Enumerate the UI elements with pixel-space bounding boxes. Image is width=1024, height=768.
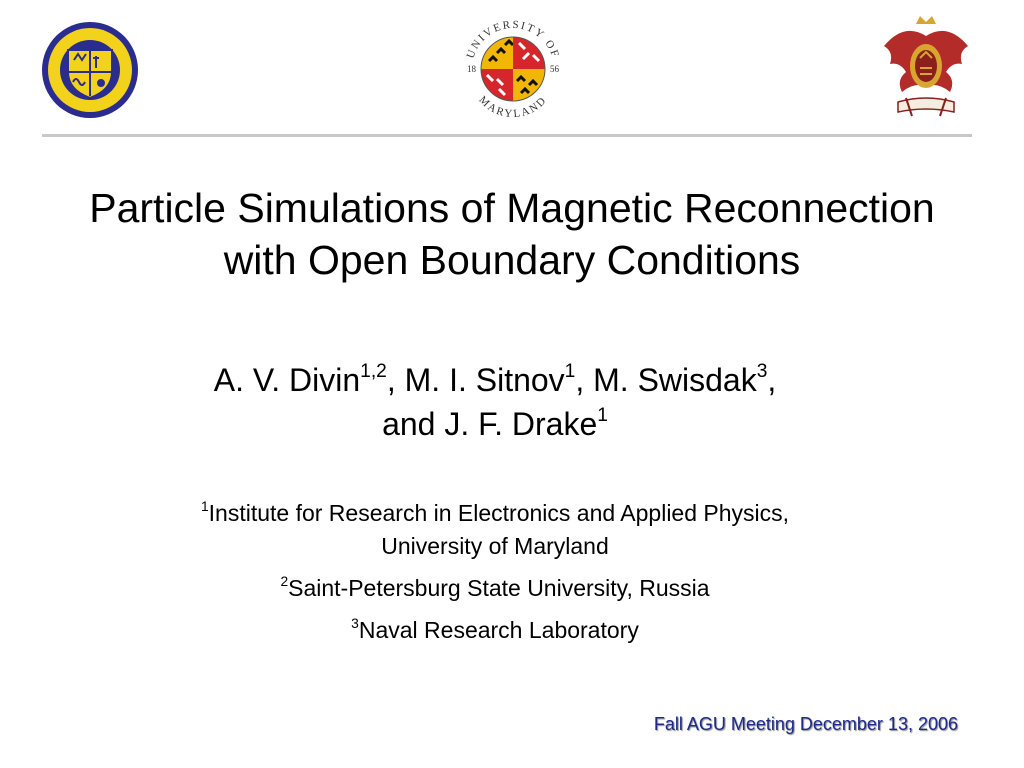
affiliation-1-text: Institute for Research in Electronics and Applied Physics, xyxy=(208,500,790,526)
authors-line-1 xyxy=(0,358,990,402)
nrl-logo xyxy=(40,20,140,120)
university-of-maryland-logo xyxy=(458,14,568,124)
author-list xyxy=(0,358,990,446)
svg-text:18: 18 xyxy=(467,64,476,74)
authors-comma: , xyxy=(767,362,777,398)
affiliation-3 xyxy=(0,614,990,647)
svg-text:MARYLAND: MARYLAND xyxy=(476,93,550,121)
author-sitnov: , M. I. Sitnov xyxy=(386,362,565,398)
spbu-crest-logo xyxy=(876,16,976,122)
affiliation-2-number: 2 xyxy=(280,573,289,589)
author-drake: and J. F. Drake xyxy=(382,406,598,442)
affiliation-1-text-line-2: University of Maryland xyxy=(381,533,609,559)
author-drake-affil: 1 xyxy=(597,405,608,427)
author-divin-affil: 1,2 xyxy=(360,361,387,383)
authors-line-2 xyxy=(0,402,990,446)
affiliation-3-number: 3 xyxy=(351,615,359,631)
author-swisdak: , M. Swisdak xyxy=(575,362,757,398)
title-line-1: Particle Simulations of Magnetic Reconnection xyxy=(89,185,935,231)
slide-title xyxy=(0,182,1024,286)
svg-text:UNIVERSITY OF: UNIVERSITY OF xyxy=(464,18,562,61)
author-swisdak-affil: 3 xyxy=(756,361,768,383)
meeting-footer: Fall AGU Meeting December 13, 2006 xyxy=(653,714,958,734)
svg-text:56: 56 xyxy=(550,64,559,74)
author-divin: A. V. Divin xyxy=(213,362,361,398)
affiliation-1 xyxy=(0,497,990,563)
affiliation-2-text: Saint-Petersburg State University, Russia xyxy=(288,575,710,601)
affiliation-2 xyxy=(0,572,990,605)
author-sitnov-affil: 1 xyxy=(564,361,576,383)
title-line-2: with Open Boundary Conditions xyxy=(223,237,801,283)
affiliation-3-text: Naval Research Laboratory xyxy=(358,617,639,643)
affiliation-1-number: 1 xyxy=(200,498,209,514)
header-divider xyxy=(42,134,972,137)
